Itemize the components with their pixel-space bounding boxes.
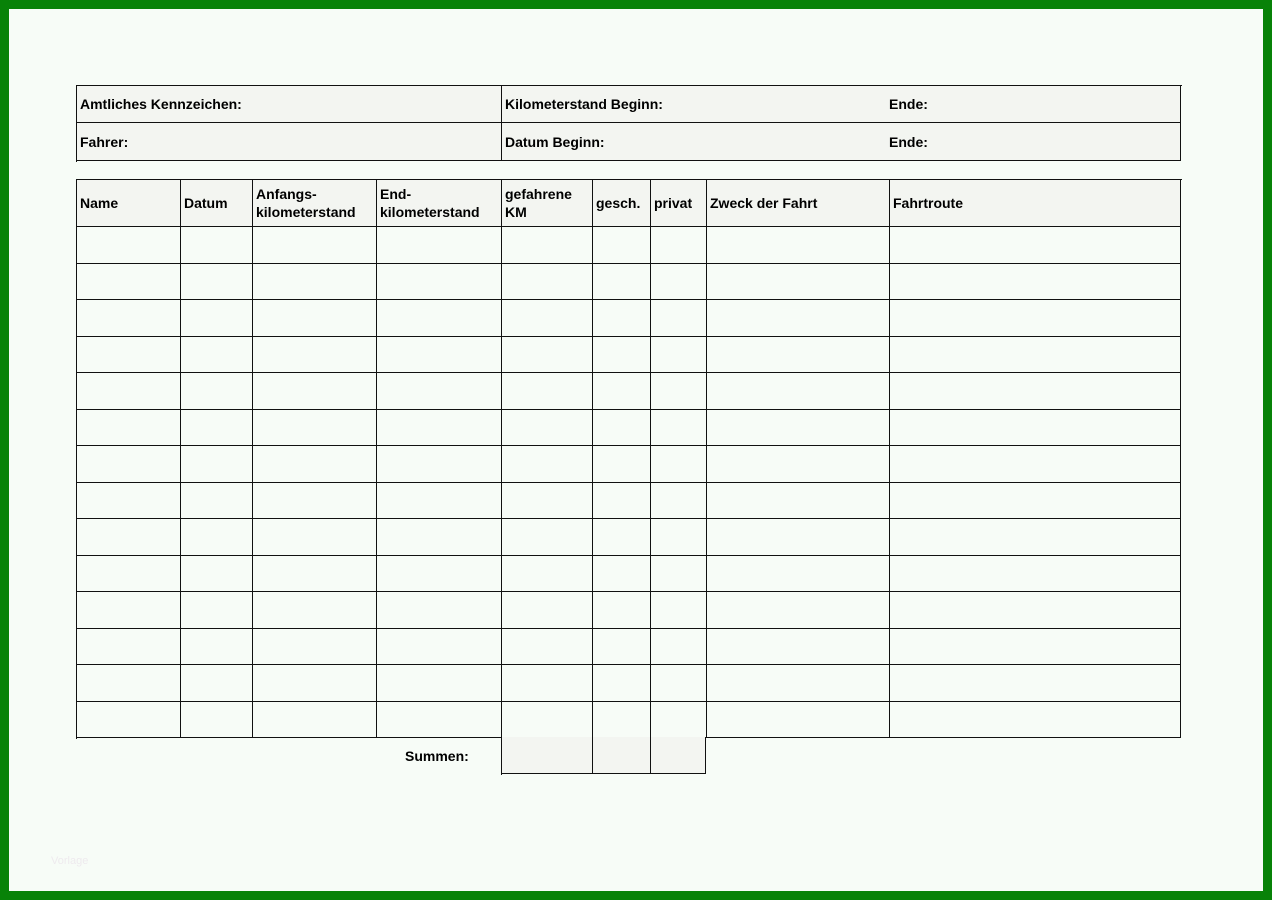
table-cell-start-km[interactable]	[253, 665, 377, 702]
table-cell-name[interactable]	[77, 373, 181, 410]
table-cell-purpose[interactable]	[707, 264, 890, 301]
date-end-label: Ende:	[889, 133, 928, 150]
table-cell-end-km[interactable]	[377, 702, 502, 739]
km-start-label: Kilometerstand Beginn:	[505, 96, 663, 112]
column-header-date: Datum	[181, 180, 253, 227]
table-cell-name[interactable]	[77, 519, 181, 556]
table-cell-purpose[interactable]	[707, 592, 890, 629]
table-cell-end-km[interactable]	[377, 483, 502, 520]
table-cell-purpose[interactable]	[707, 556, 890, 593]
column-header-business: gesch.	[593, 180, 651, 227]
table-cell-name[interactable]	[77, 592, 181, 629]
table-cell-private[interactable]	[651, 483, 707, 520]
table-cell-purpose[interactable]	[707, 337, 890, 374]
table-cell-name[interactable]	[77, 702, 181, 739]
table-cell-end-km[interactable]	[377, 227, 502, 264]
vehicle-info-box	[76, 85, 1182, 162]
table-cell-driven-km[interactable]	[502, 227, 593, 264]
table-cell-private[interactable]	[651, 665, 707, 702]
table-cell-route[interactable]	[890, 446, 1181, 483]
table-cell-route[interactable]	[890, 592, 1181, 629]
table-cell-date[interactable]	[181, 337, 253, 374]
table-cell-private[interactable]	[651, 702, 707, 739]
table-cell-purpose[interactable]	[707, 629, 890, 666]
table-cell-route[interactable]	[890, 556, 1181, 593]
table-cell-date[interactable]	[181, 300, 253, 337]
table-cell-route[interactable]	[890, 519, 1181, 556]
table-cell-start-km[interactable]	[253, 446, 377, 483]
table-cell-name[interactable]	[77, 227, 181, 264]
table-cell-name[interactable]	[77, 446, 181, 483]
table-cell-business[interactable]	[593, 702, 651, 739]
sum-km-cell[interactable]	[502, 737, 593, 774]
driver-label: Fahrer:	[80, 133, 129, 150]
table-cell-business[interactable]	[593, 483, 651, 520]
table-cell-name[interactable]	[77, 410, 181, 447]
table-cell-end-km[interactable]	[377, 446, 502, 483]
table-cell-start-km[interactable]	[253, 556, 377, 593]
table-cell-start-km[interactable]	[253, 337, 377, 374]
table-cell-name[interactable]	[77, 483, 181, 520]
table-cell-private[interactable]	[651, 446, 707, 483]
table-cell-private[interactable]	[651, 592, 707, 629]
table-cell-purpose[interactable]	[707, 227, 890, 264]
table-cell-business[interactable]	[593, 227, 651, 264]
table-cell-route[interactable]	[890, 702, 1181, 739]
table-cell-name[interactable]	[77, 337, 181, 374]
watermark: Vorlage	[51, 855, 89, 867]
table-cell-private[interactable]	[651, 373, 707, 410]
table-cell-name[interactable]	[77, 556, 181, 593]
trip-log-table	[76, 179, 1182, 739]
table-cell-driven-km[interactable]	[502, 483, 593, 520]
date-start-label: Datum Beginn:	[505, 133, 605, 150]
table-cell-date[interactable]	[181, 410, 253, 447]
table-cell-route[interactable]	[890, 227, 1181, 264]
table-cell-end-km[interactable]	[377, 373, 502, 410]
column-header-private: privat	[651, 180, 707, 227]
table-cell-route[interactable]	[890, 665, 1181, 702]
column-header-end-km: End- kilometerstand	[377, 180, 502, 227]
table-cell-purpose[interactable]	[707, 410, 890, 447]
table-cell-start-km[interactable]	[253, 410, 377, 447]
table-cell-start-km[interactable]	[253, 227, 377, 264]
column-header-route: Fahrtroute	[890, 180, 1181, 227]
table-cell-private[interactable]	[651, 629, 707, 666]
table-cell-purpose[interactable]	[707, 373, 890, 410]
logbook-page	[9, 9, 1263, 891]
table-cell-business[interactable]	[593, 264, 651, 301]
table-cell-start-km[interactable]	[253, 592, 377, 629]
table-cell-driven-km[interactable]	[502, 519, 593, 556]
table-cell-date[interactable]	[181, 629, 253, 666]
column-header-purpose: Zweck der Fahrt	[707, 180, 890, 227]
table-cell-driven-km[interactable]	[502, 592, 593, 629]
table-cell-route[interactable]	[890, 264, 1181, 301]
table-cell-end-km[interactable]	[377, 519, 502, 556]
table-cell-driven-km[interactable]	[502, 337, 593, 374]
table-cell-start-km[interactable]	[253, 483, 377, 520]
table-cell-end-km[interactable]	[377, 337, 502, 374]
driver-field[interactable]	[77, 123, 502, 161]
table-cell-route[interactable]	[890, 337, 1181, 374]
table-cell-route[interactable]	[890, 629, 1181, 666]
table-cell-start-km[interactable]	[253, 300, 377, 337]
table-cell-purpose[interactable]	[707, 483, 890, 520]
table-cell-date[interactable]	[181, 227, 253, 264]
table-cell-purpose[interactable]	[707, 519, 890, 556]
table-cell-route[interactable]	[890, 373, 1181, 410]
table-cell-business[interactable]	[593, 410, 651, 447]
table-cell-end-km[interactable]	[377, 629, 502, 666]
plate-label: Amtliches Kennzeichen:	[80, 96, 242, 112]
table-cell-purpose[interactable]	[707, 446, 890, 483]
table-cell-name[interactable]	[77, 665, 181, 702]
table-cell-driven-km[interactable]	[502, 300, 593, 337]
table-cell-business[interactable]	[593, 629, 651, 666]
table-cell-private[interactable]	[651, 410, 707, 447]
table-cell-end-km[interactable]	[377, 410, 502, 447]
table-cell-business[interactable]	[593, 556, 651, 593]
table-cell-end-km[interactable]	[377, 300, 502, 337]
table-cell-start-km[interactable]	[253, 519, 377, 556]
table-cell-route[interactable]	[890, 410, 1181, 447]
column-header-name: Name	[77, 180, 181, 227]
table-cell-name[interactable]	[77, 264, 181, 301]
sums-box	[501, 737, 707, 775]
table-cell-name[interactable]	[77, 300, 181, 337]
table-cell-private[interactable]	[651, 227, 707, 264]
table-cell-date[interactable]	[181, 483, 253, 520]
table-cell-end-km[interactable]	[377, 264, 502, 301]
table-cell-private[interactable]	[651, 300, 707, 337]
table-cell-start-km[interactable]	[253, 702, 377, 739]
table-cell-purpose[interactable]	[707, 300, 890, 337]
km-end-label: Ende:	[889, 96, 928, 112]
table-cell-start-km[interactable]	[253, 629, 377, 666]
table-cell-driven-km[interactable]	[502, 665, 593, 702]
column-header-driven-km: gefahrene KM	[502, 180, 593, 227]
table-cell-end-km[interactable]	[377, 556, 502, 593]
table-cell-driven-km[interactable]	[502, 702, 593, 739]
table-cell-business[interactable]	[593, 665, 651, 702]
table-cell-end-km[interactable]	[377, 592, 502, 629]
table-cell-purpose[interactable]	[707, 702, 890, 739]
table-cell-driven-km[interactable]	[502, 410, 593, 447]
table-cell-date[interactable]	[181, 702, 253, 739]
km-start-field[interactable]	[502, 86, 1181, 123]
table-cell-business[interactable]	[593, 592, 651, 629]
table-cell-driven-km[interactable]	[502, 264, 593, 301]
table-cell-date[interactable]	[181, 556, 253, 593]
table-cell-name[interactable]	[77, 629, 181, 666]
table-cell-start-km[interactable]	[253, 373, 377, 410]
table-cell-route[interactable]	[890, 300, 1181, 337]
table-cell-business[interactable]	[593, 300, 651, 337]
sum-business-cell[interactable]	[593, 737, 651, 774]
table-cell-driven-km[interactable]	[502, 373, 593, 410]
table-cell-private[interactable]	[651, 519, 707, 556]
table-cell-purpose[interactable]	[707, 665, 890, 702]
table-cell-driven-km[interactable]	[502, 556, 593, 593]
sums-label: Summen:	[405, 748, 469, 764]
table-cell-date[interactable]	[181, 446, 253, 483]
table-cell-date[interactable]	[181, 592, 253, 629]
table-cell-business[interactable]	[593, 519, 651, 556]
date-start-field[interactable]	[502, 123, 1181, 161]
table-cell-end-km[interactable]	[377, 665, 502, 702]
table-cell-date[interactable]	[181, 373, 253, 410]
table-cell-driven-km[interactable]	[502, 446, 593, 483]
sum-private-cell[interactable]	[651, 737, 706, 774]
table-cell-route[interactable]	[890, 483, 1181, 520]
table-cell-business[interactable]	[593, 446, 651, 483]
table-cell-business[interactable]	[593, 337, 651, 374]
table-cell-date[interactable]	[181, 264, 253, 301]
table-cell-business[interactable]	[593, 373, 651, 410]
table-cell-date[interactable]	[181, 519, 253, 556]
table-cell-private[interactable]	[651, 556, 707, 593]
plate-field[interactable]	[77, 86, 502, 123]
table-cell-date[interactable]	[181, 665, 253, 702]
column-header-start-km: Anfangs- kilometerstand	[253, 180, 377, 227]
table-cell-private[interactable]	[651, 264, 707, 301]
table-cell-driven-km[interactable]	[502, 629, 593, 666]
table-cell-private[interactable]	[651, 337, 707, 374]
table-cell-start-km[interactable]	[253, 264, 377, 301]
